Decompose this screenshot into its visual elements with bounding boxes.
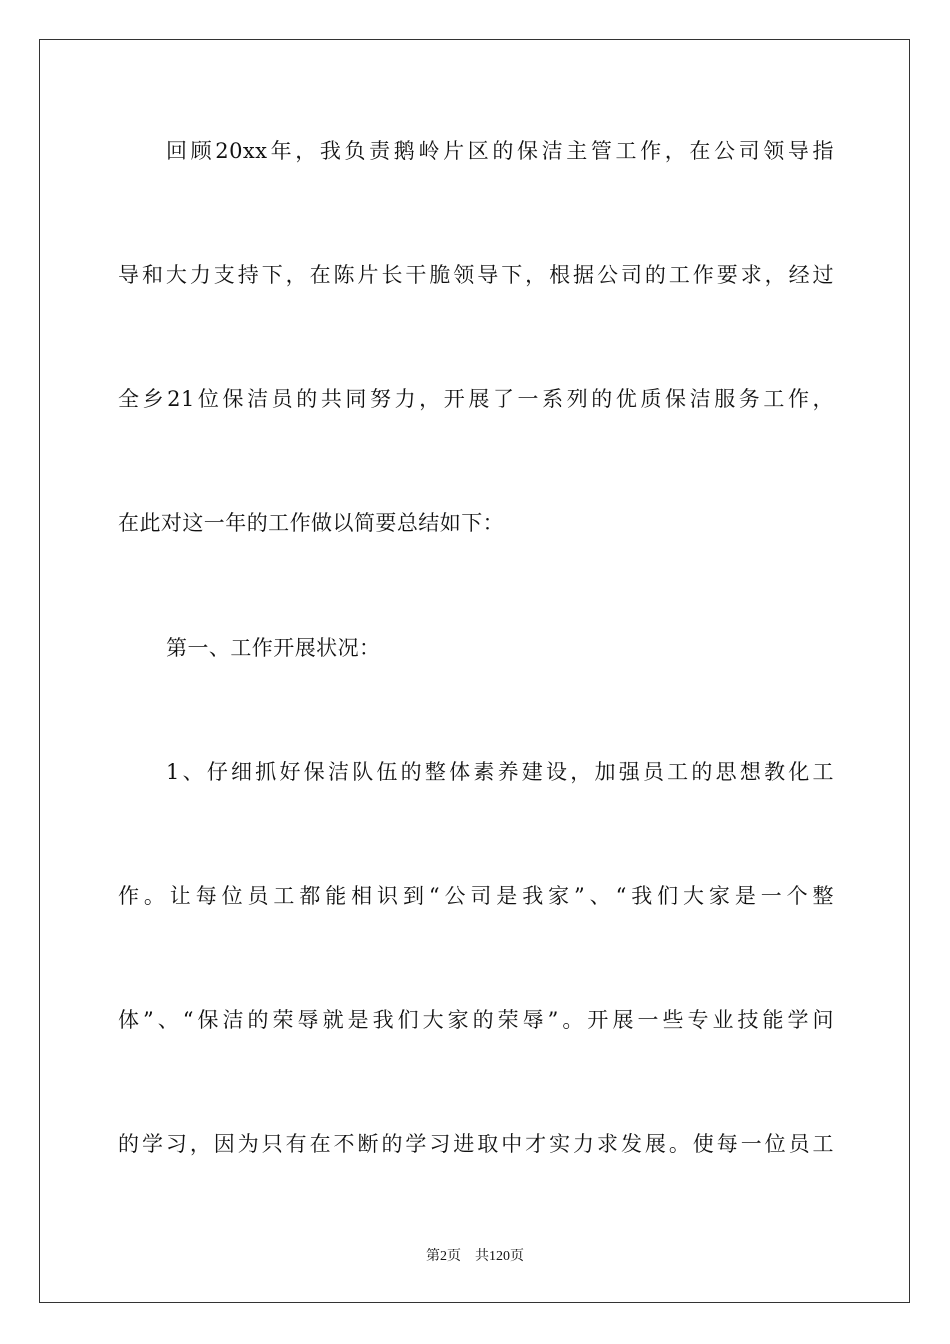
paragraph-2-line-4: 的学习，因为只有在不断的学习进取中才实力求发展。使每一位员工 [118,1132,834,1156]
page-total: 共120页 [475,1249,524,1264]
section-heading: 第一、工作开展状况： [166,636,381,660]
page-number: 第2页 [426,1249,461,1264]
paragraph-1-line-3: 全乡21位保洁员的共同努力，开展了一系列的优质保洁服务工作， [118,387,834,411]
page-border [39,39,910,1303]
paragraph-2-line-2: 作。让每位员工都能相识到“公司是我家”、“我们大家是一个整 [118,884,834,908]
page-footer [0,1248,950,1266]
paragraph-1-line-4: 在此对这一年的工作做以简要总结如下： [118,511,505,535]
paragraph-2-line-3: 体”、“保洁的荣辱就是我们大家的荣辱”。开展一些专业技能学问 [118,1008,834,1032]
paragraph-1-line-2: 导和大力支持下，在陈片长干脆领导下，根据公司的工作要求，经过 [118,263,834,287]
paragraph-1-line-1: 回顾20xx年，我负责鹅岭片区的保洁主管工作，在公司领导指 [166,139,834,163]
paragraph-2-line-1: 1、仔细抓好保洁队伍的整体素养建设，加强员工的思想教化工 [166,760,834,784]
